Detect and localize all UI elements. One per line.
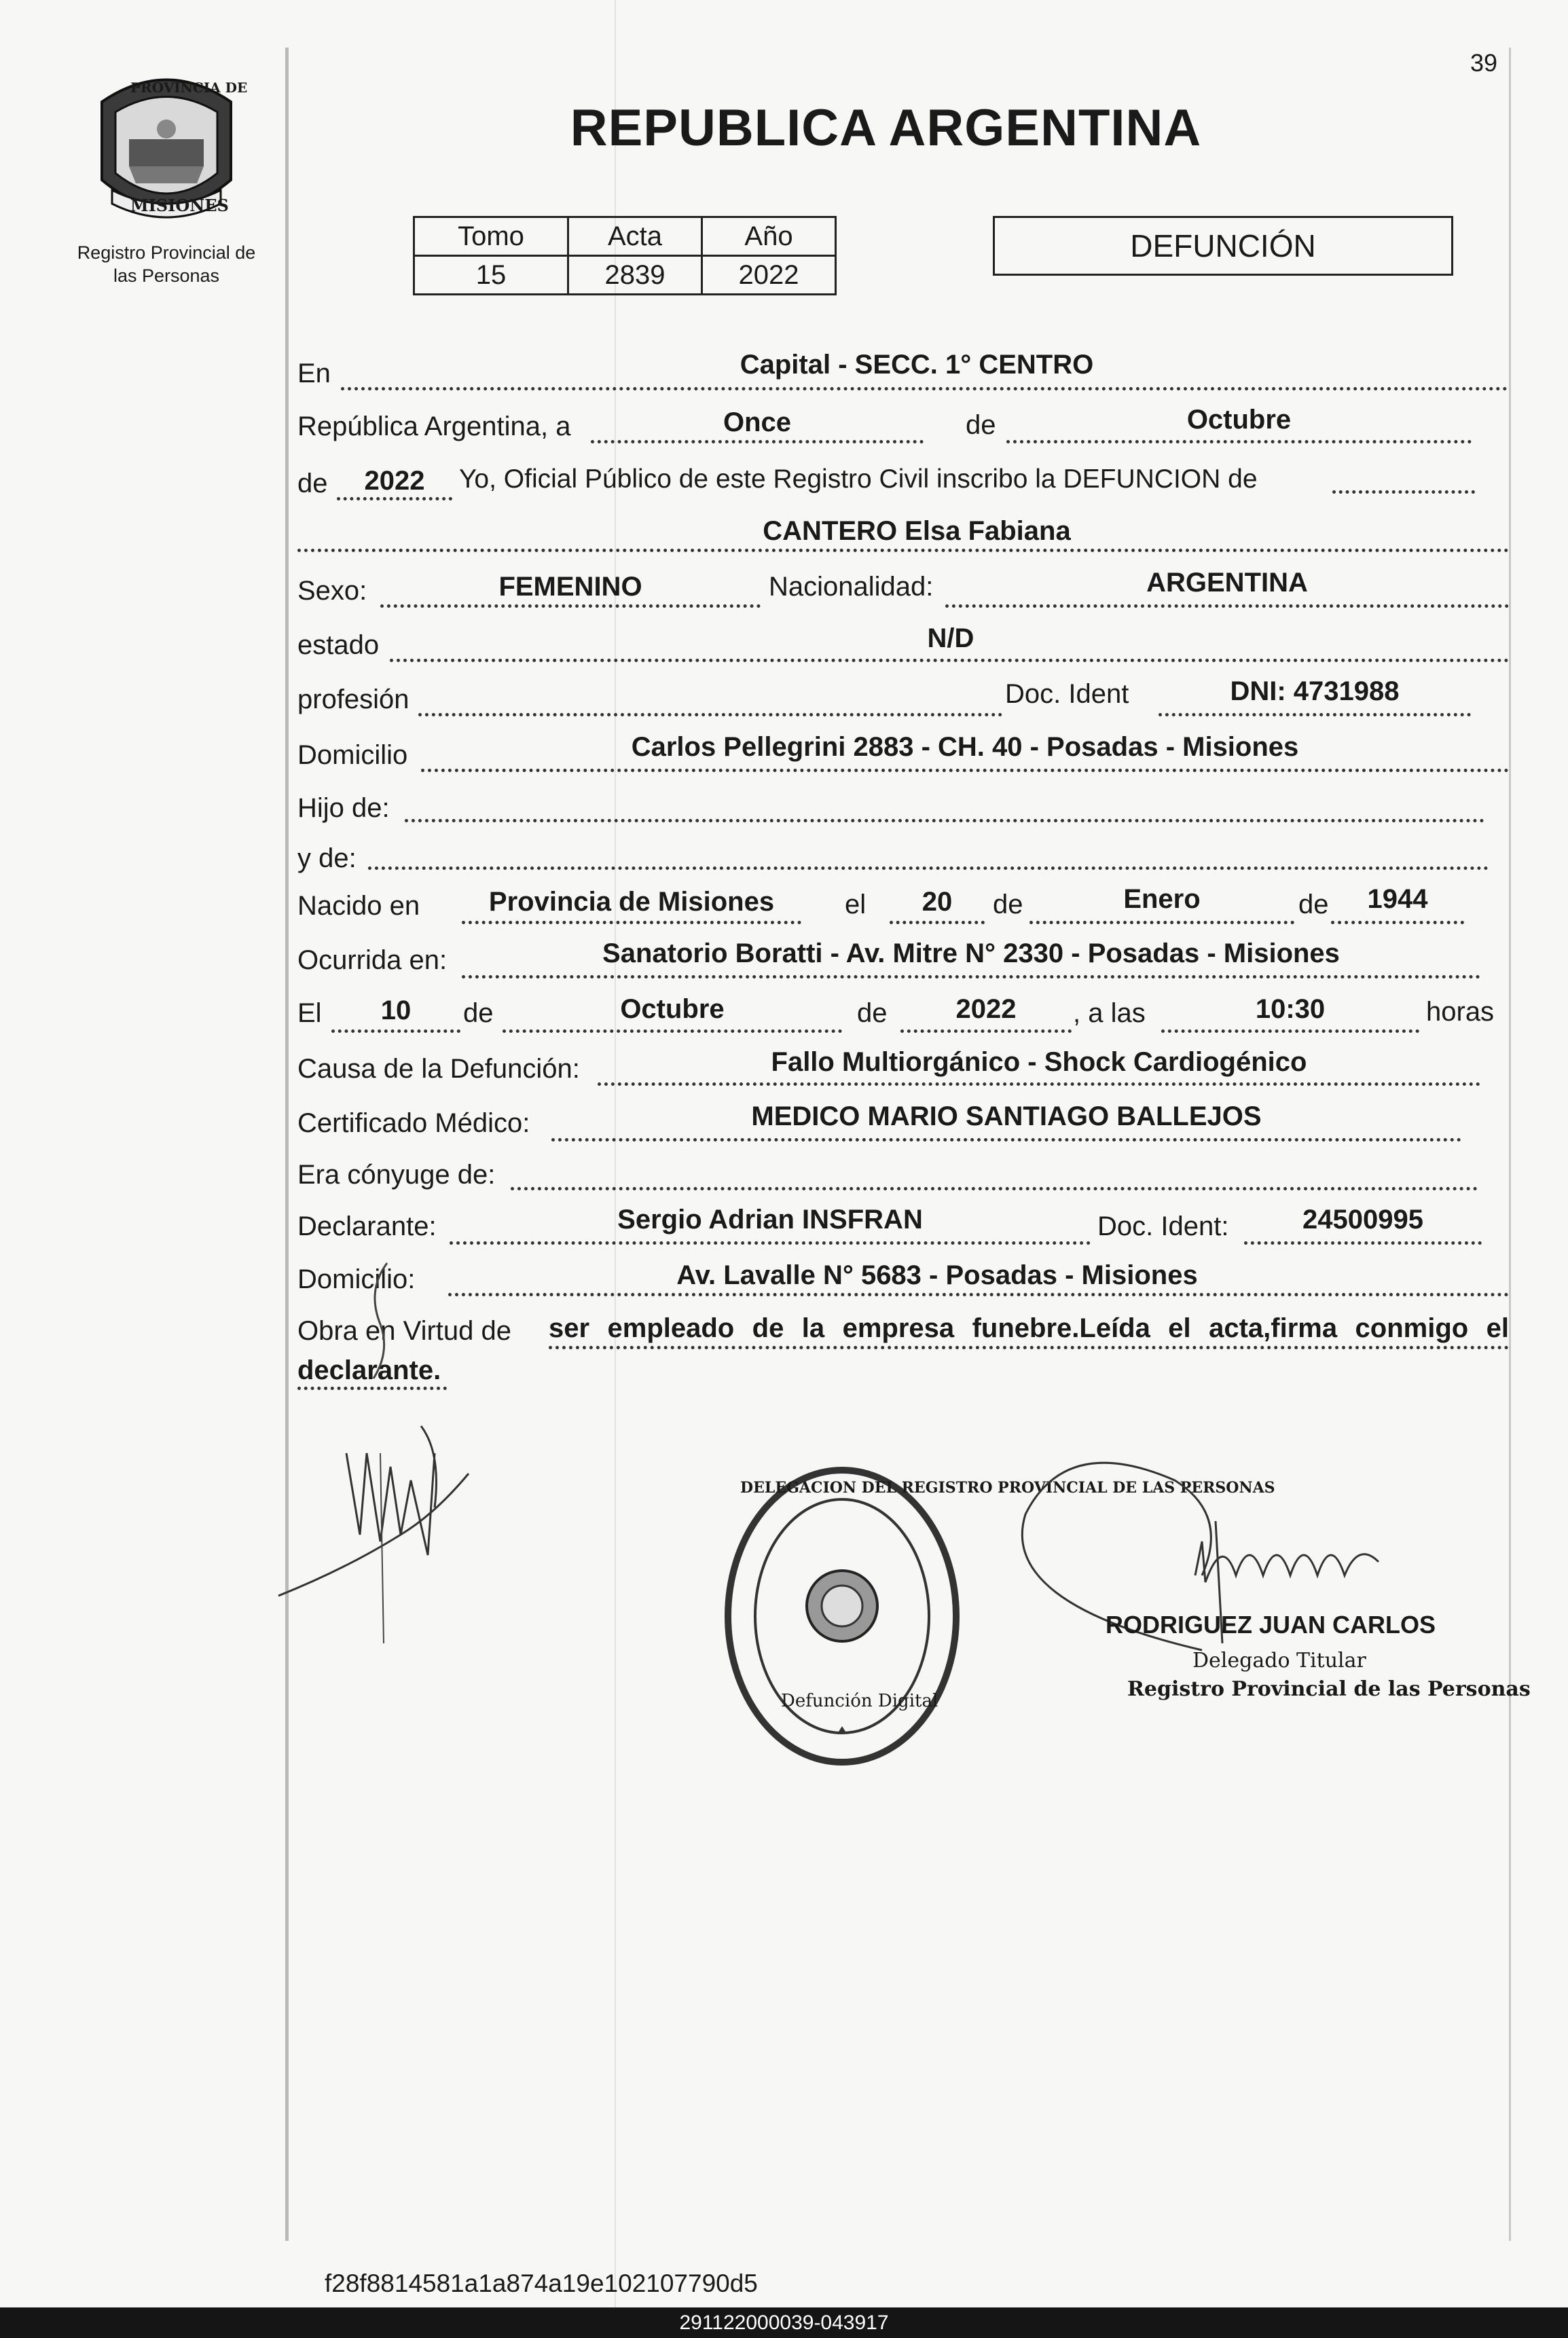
label-de: de xyxy=(463,998,494,1028)
dotted-line xyxy=(549,1346,1509,1349)
label-republica: República Argentina, a xyxy=(297,412,571,441)
seal-inner-text: Defunción Digital xyxy=(781,1691,938,1711)
dotted-line xyxy=(890,921,985,924)
acta-value-anio: 2022 xyxy=(702,256,836,295)
label-causa: Causa de la Defunción: xyxy=(297,1054,580,1084)
dotted-line xyxy=(462,921,801,924)
dotted-line xyxy=(503,1029,842,1033)
label-sexo: Sexo: xyxy=(297,576,367,606)
label-profesion: profesión xyxy=(297,684,409,714)
value-doc-ident-2: 24500995 xyxy=(1302,1205,1423,1235)
value-estado: N/D xyxy=(927,623,974,653)
official-name: RODRIGUEZ JUAN CARLOS xyxy=(1106,1611,1436,1639)
right-margin-line xyxy=(1509,48,1511,2241)
official-org: Registro Provincial de las Personas xyxy=(1127,1677,1531,1701)
page-number: 39 xyxy=(1470,49,1498,77)
dotted-line xyxy=(1159,713,1471,716)
label-nacionalidad: Nacionalidad: xyxy=(769,572,934,602)
label-hijo-de: Hijo de: xyxy=(297,793,390,823)
label-de: de xyxy=(993,890,1023,919)
value-nacionalidad: ARGENTINA xyxy=(1146,568,1308,598)
label-doc-ident-2: Doc. Ident: xyxy=(1097,1211,1229,1241)
value-domicilio: Carlos Pellegrini 2883 - CH. 40 - Posadas - Misiones xyxy=(631,732,1299,762)
dotted-line xyxy=(368,866,1489,870)
dotted-line xyxy=(1331,921,1464,924)
value-sexo: FEMENINO xyxy=(498,572,642,602)
dotted-line xyxy=(551,1138,1461,1141)
label-El: El xyxy=(297,998,322,1028)
value-lugar: Capital - SECC. 1° CENTRO xyxy=(740,350,1094,380)
acta-value-tomo: 15 xyxy=(414,256,568,295)
value-nombre: CANTERO Elsa Fabiana xyxy=(763,516,1071,546)
label-a-las: , a las xyxy=(1073,998,1146,1028)
value-certificado: MEDICO MARIO SANTIAGO BALLEJOS xyxy=(751,1101,1262,1131)
dotted-line xyxy=(1006,440,1472,443)
acta-value-acta: 2839 xyxy=(568,256,702,295)
value-nacido-en: Provincia de Misiones xyxy=(488,887,775,917)
dotted-line xyxy=(945,604,1509,608)
value-def-dia: 10 xyxy=(380,996,412,1025)
value-nac-anio: 1944 xyxy=(1367,884,1428,914)
value-nac-mes: Enero xyxy=(1123,884,1201,914)
label-domicilio-2: Domicilio: xyxy=(297,1264,416,1294)
document-hash: f28f8814581a1a874a19e102107790d5 xyxy=(325,2269,758,2297)
label-el: el xyxy=(845,890,867,919)
value-hora: 10:30 xyxy=(1255,994,1326,1024)
inscribo-text: Yo, Oficial Público de este Registro Civil inscribo la DEFUNCION de xyxy=(459,464,1258,494)
label-estado: estado xyxy=(297,630,380,660)
dotted-line xyxy=(1161,1029,1419,1033)
label-y-de: y de: xyxy=(297,843,357,873)
dotted-line xyxy=(1029,921,1294,924)
dotted-line xyxy=(418,713,1002,716)
dotted-line xyxy=(380,604,761,608)
registry-line-1: Registro Provincial de xyxy=(77,242,256,263)
value-ocurrida-en: Sanatorio Boratti - Av. Mitre N° 2330 - Posadas - Misiones xyxy=(602,938,1340,968)
label-de: de xyxy=(857,998,888,1028)
label-certificado: Certificado Médico: xyxy=(297,1108,530,1138)
dotted-line xyxy=(1332,490,1475,494)
seal-ring-text: DELEGACION DEL REGISTRO PROVINCIAL DE LAS PERSONAS xyxy=(740,1479,1275,1497)
official-role: Delegado Titular xyxy=(1192,1649,1366,1673)
value-dia: Once xyxy=(723,407,792,437)
page-title-text: REPUBLICA ARGENTINA xyxy=(570,99,1202,157)
dotted-line xyxy=(450,1241,1091,1245)
value-mes: Octubre xyxy=(1186,405,1292,435)
dotted-line xyxy=(405,819,1484,822)
label-ocurrida-en: Ocurrida en: xyxy=(297,945,448,975)
page-title xyxy=(0,98,1568,158)
value-def-mes: Octubre xyxy=(620,994,725,1024)
acta-header-anio: Año xyxy=(702,217,836,256)
label-doc-ident: Doc. Ident xyxy=(1005,679,1129,709)
value-obra-2: declarante. xyxy=(297,1355,441,1385)
dotted-line xyxy=(900,1029,1072,1033)
value-domicilio-2: Av. Lavalle N° 5683 - Posadas - Misiones xyxy=(676,1260,1198,1290)
dotted-line xyxy=(421,769,1509,772)
label-conyuge: Era cónyuge de: xyxy=(297,1160,496,1190)
registry-line-2: las Personas xyxy=(113,266,220,286)
label-declarante: Declarante: xyxy=(297,1211,437,1241)
emblem-text-top: PROVINCIA DE xyxy=(130,79,248,96)
dotted-line xyxy=(598,1082,1480,1086)
label-en: En xyxy=(297,359,331,388)
value-doc-ident: DNI: 4731988 xyxy=(1230,676,1400,706)
dotted-line xyxy=(511,1187,1478,1190)
value-def-anio: 2022 xyxy=(955,994,1017,1024)
label-horas: horas xyxy=(1426,997,1495,1027)
registry-caption xyxy=(41,241,292,287)
dotted-line xyxy=(1244,1241,1482,1245)
value-nac-dia: 20 xyxy=(922,887,953,917)
dotted-line xyxy=(591,440,924,443)
declarant-signature xyxy=(265,1249,489,1657)
label-de: de xyxy=(1298,890,1329,919)
emblem-text-bottom: MISIONES xyxy=(130,196,229,215)
left-margin-line xyxy=(285,48,289,2241)
value-anio: 2022 xyxy=(364,466,425,496)
dotted-line xyxy=(297,549,1509,552)
value-declarante: Sergio Adrian INSFRAN xyxy=(617,1205,923,1235)
dotted-line xyxy=(448,1293,1509,1296)
value-causa: Fallo Multiorgánico - Shock Cardiogénico xyxy=(771,1047,1307,1077)
label-obra: Obra en Virtud de xyxy=(297,1316,512,1346)
value-obra: ser empleado de la empresa funebre.Leída el acta,firma conmigo el xyxy=(549,1313,1509,1343)
acta-header-acta: Acta xyxy=(568,217,702,256)
footer-code-bar: 291122000039-043917 xyxy=(0,2307,1568,2338)
document-type-box: DEFUNCIÓN xyxy=(993,216,1453,276)
acta-header-tomo: Tomo xyxy=(414,217,568,256)
acta-reference-table xyxy=(413,216,837,295)
label-de: de xyxy=(966,410,996,440)
dotted-line xyxy=(331,1029,460,1033)
label-nacido-en: Nacido en xyxy=(297,891,420,921)
dotted-line xyxy=(337,497,452,500)
dotted-line xyxy=(341,387,1508,390)
dotted-line xyxy=(390,659,1509,662)
label-domicilio: Domicilio xyxy=(297,740,408,770)
label-de: de xyxy=(297,469,328,498)
dotted-line xyxy=(462,975,1480,979)
